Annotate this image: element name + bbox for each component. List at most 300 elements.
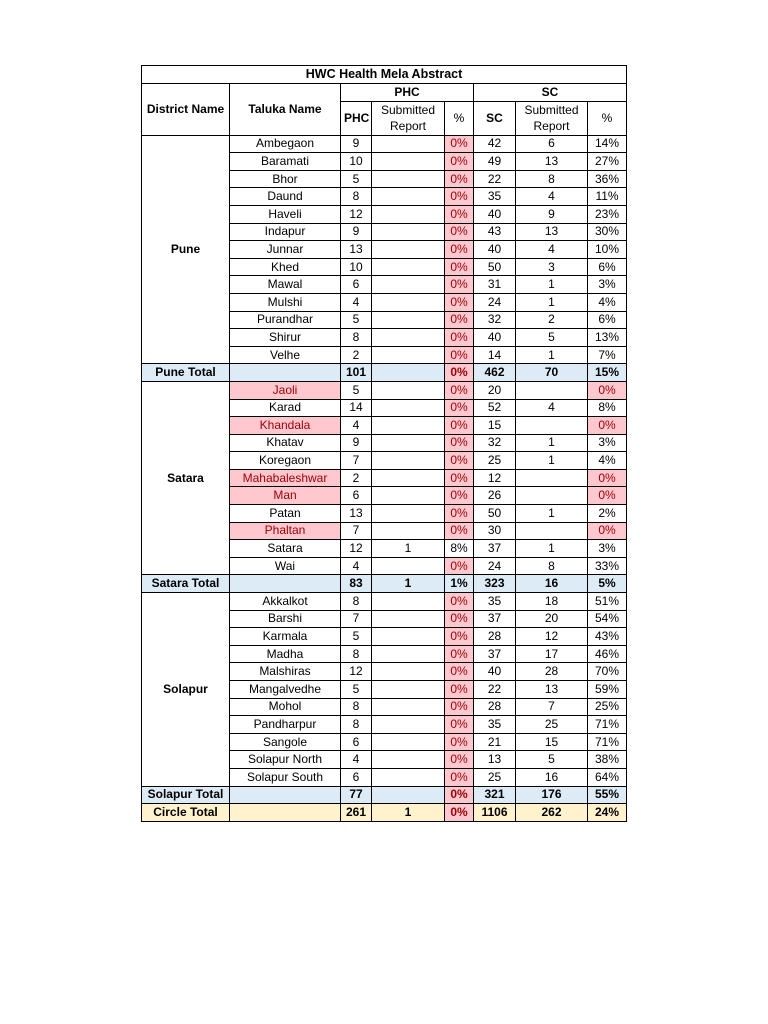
phc-submitted-cell (372, 311, 445, 329)
phc-pct-cell: 0% (445, 751, 474, 769)
phc-count-cell: 4 (341, 293, 372, 311)
taluka-name-cell: Madha (230, 645, 341, 663)
sc-pct-cell: 71% (588, 716, 627, 734)
header-sc-pct: % (588, 101, 627, 135)
header-sc: SC (474, 101, 516, 135)
sc-submitted-cell: 8 (516, 170, 588, 188)
phc-pct-cell: 0% (445, 505, 474, 523)
sc-count-cell: 32 (474, 311, 516, 329)
taluka-name-cell: Solapur North (230, 751, 341, 769)
taluka-name-cell: Wai (230, 557, 341, 575)
sc-submitted-cell: 7 (516, 698, 588, 716)
sc-submitted-cell: 4 (516, 188, 588, 206)
sc-pct-cell: 0% (588, 469, 627, 487)
sc-submitted-cell (516, 381, 588, 399)
phc-count-cell: 4 (341, 557, 372, 575)
phc-pct-cell: 0% (445, 628, 474, 646)
phc-submitted-cell (372, 276, 445, 294)
phc-pct-cell: 0% (445, 487, 474, 505)
phc-submitted-cell (372, 153, 445, 171)
sc-count-cell: 40 (474, 241, 516, 259)
sc-count-cell: 14 (474, 346, 516, 364)
phc-count-cell: 5 (341, 681, 372, 699)
header-sc-group: SC (474, 84, 627, 102)
taluka-name-cell: Mohol (230, 698, 341, 716)
phc-count-cell: 7 (341, 610, 372, 628)
sc-count-cell: 25 (474, 768, 516, 786)
phc-count-cell: 8 (341, 329, 372, 347)
grand-phc-cell: 261 (341, 804, 372, 822)
phc-count-cell: 5 (341, 628, 372, 646)
phc-pct-cell: 0% (445, 399, 474, 417)
total-sc-pct-cell: 5% (588, 575, 627, 593)
sc-pct-cell: 10% (588, 241, 627, 259)
grand-sc-pct-cell: 24% (588, 804, 627, 822)
phc-submitted-cell (372, 663, 445, 681)
taluka-name-cell: Man (230, 487, 341, 505)
sc-submitted-cell: 5 (516, 329, 588, 347)
sc-count-cell: 22 (474, 681, 516, 699)
sc-pct-cell: 0% (588, 522, 627, 540)
phc-submitted-cell (372, 716, 445, 734)
taluka-name-cell: Haveli (230, 205, 341, 223)
phc-submitted-cell (372, 293, 445, 311)
sc-submitted-cell: 16 (516, 768, 588, 786)
sc-pct-cell: 4% (588, 293, 627, 311)
header-taluka: Taluka Name (230, 84, 341, 136)
phc-pct-cell: 0% (445, 469, 474, 487)
sc-pct-cell: 38% (588, 751, 627, 769)
taluka-name-cell: Khandala (230, 417, 341, 435)
phc-submitted-cell (372, 135, 445, 153)
sc-count-cell: 24 (474, 293, 516, 311)
sc-count-cell: 37 (474, 610, 516, 628)
taluka-name-cell: Indapur (230, 223, 341, 241)
sc-submitted-cell: 1 (516, 452, 588, 470)
phc-count-cell: 8 (341, 716, 372, 734)
phc-count-cell: 13 (341, 241, 372, 259)
phc-count-cell: 6 (341, 487, 372, 505)
sc-pct-cell: 43% (588, 628, 627, 646)
phc-submitted-cell (372, 417, 445, 435)
header-phc-pct: % (445, 101, 474, 135)
phc-count-cell: 4 (341, 417, 372, 435)
phc-submitted-cell: 1 (372, 540, 445, 558)
sc-count-cell: 32 (474, 434, 516, 452)
phc-count-cell: 8 (341, 188, 372, 206)
phc-pct-cell: 0% (445, 593, 474, 611)
sc-submitted-cell (516, 469, 588, 487)
phc-count-cell: 14 (341, 399, 372, 417)
sc-count-cell: 37 (474, 540, 516, 558)
taluka-name-cell: Satara (230, 540, 341, 558)
sc-count-cell: 28 (474, 628, 516, 646)
sc-count-cell: 40 (474, 329, 516, 347)
sc-pct-cell: 4% (588, 452, 627, 470)
sc-submitted-cell: 5 (516, 751, 588, 769)
phc-pct-cell: 0% (445, 417, 474, 435)
phc-pct-cell: 0% (445, 346, 474, 364)
total-phc-cell: 83 (341, 575, 372, 593)
phc-pct-cell: 0% (445, 258, 474, 276)
phc-submitted-cell (372, 434, 445, 452)
sc-count-cell: 50 (474, 258, 516, 276)
sc-pct-cell: 2% (588, 505, 627, 523)
taluka-name-cell: Velhe (230, 346, 341, 364)
phc-submitted-cell (372, 258, 445, 276)
taluka-name-cell: Mawal (230, 276, 341, 294)
sc-count-cell: 40 (474, 663, 516, 681)
phc-pct-cell: 0% (445, 557, 474, 575)
sc-pct-cell: 14% (588, 135, 627, 153)
sc-count-cell: 28 (474, 698, 516, 716)
phc-pct-cell: 0% (445, 522, 474, 540)
sc-pct-cell: 46% (588, 645, 627, 663)
sc-pct-cell: 8% (588, 399, 627, 417)
sc-count-cell: 26 (474, 487, 516, 505)
sc-count-cell: 20 (474, 381, 516, 399)
header-sc-submitted: Submitted Report (516, 101, 588, 135)
sc-pct-cell: 70% (588, 663, 627, 681)
phc-submitted-cell (372, 522, 445, 540)
phc-count-cell: 10 (341, 153, 372, 171)
phc-count-cell: 6 (341, 733, 372, 751)
sc-submitted-cell: 15 (516, 733, 588, 751)
phc-count-cell: 5 (341, 170, 372, 188)
taluka-name-cell: Ambegaon (230, 135, 341, 153)
phc-pct-cell: 0% (445, 434, 474, 452)
phc-count-cell: 7 (341, 452, 372, 470)
phc-submitted-cell (372, 381, 445, 399)
phc-submitted-cell (372, 681, 445, 699)
phc-pct-cell: 0% (445, 716, 474, 734)
sc-submitted-cell: 13 (516, 681, 588, 699)
taluka-name-cell: Baramati (230, 153, 341, 171)
total-sc-submitted-cell: 70 (516, 364, 588, 382)
header-phc-group: PHC (341, 84, 474, 102)
sc-submitted-cell: 18 (516, 593, 588, 611)
phc-count-cell: 13 (341, 505, 372, 523)
sc-pct-cell: 3% (588, 434, 627, 452)
phc-pct-cell: 0% (445, 153, 474, 171)
phc-submitted-cell (372, 205, 445, 223)
sc-submitted-cell: 1 (516, 346, 588, 364)
taluka-name-cell: Bhor (230, 170, 341, 188)
phc-pct-cell: 0% (445, 188, 474, 206)
sc-count-cell: 25 (474, 452, 516, 470)
sc-pct-cell: 11% (588, 188, 627, 206)
phc-submitted-cell (372, 399, 445, 417)
sc-submitted-cell: 17 (516, 645, 588, 663)
sc-pct-cell: 25% (588, 698, 627, 716)
phc-count-cell: 12 (341, 540, 372, 558)
taluka-name-cell: Pandharpur (230, 716, 341, 734)
sc-count-cell: 40 (474, 205, 516, 223)
phc-submitted-cell (372, 170, 445, 188)
taluka-name-cell: Malshiras (230, 663, 341, 681)
sc-pct-cell: 33% (588, 557, 627, 575)
taluka-name-cell: Mahabaleshwar (230, 469, 341, 487)
total-sc-submitted-cell: 176 (516, 786, 588, 804)
table-row (142, 593, 627, 611)
phc-pct-cell: 8% (445, 540, 474, 558)
sc-count-cell: 22 (474, 170, 516, 188)
district-total-row (142, 575, 627, 593)
phc-count-cell: 2 (341, 469, 372, 487)
district-total-label: Solapur Total (142, 786, 230, 804)
sc-count-cell: 35 (474, 188, 516, 206)
sc-submitted-cell: 25 (516, 716, 588, 734)
sc-submitted-cell: 13 (516, 153, 588, 171)
sc-submitted-cell: 1 (516, 540, 588, 558)
sc-pct-cell: 59% (588, 681, 627, 699)
sc-count-cell: 24 (474, 557, 516, 575)
header-phc: PHC (341, 101, 372, 135)
grand-sc-submitted-cell: 262 (516, 804, 588, 822)
grand-sc-cell: 1106 (474, 804, 516, 822)
taluka-name-cell: Purandhar (230, 311, 341, 329)
sc-pct-cell: 0% (588, 417, 627, 435)
taluka-name-cell: Solapur South (230, 768, 341, 786)
table-title: HWC Health Mela Abstract (142, 66, 627, 84)
sc-pct-cell: 64% (588, 768, 627, 786)
sc-submitted-cell: 4 (516, 241, 588, 259)
sc-count-cell: 37 (474, 645, 516, 663)
taluka-name-cell: Koregaon (230, 452, 341, 470)
phc-count-cell: 6 (341, 276, 372, 294)
sc-submitted-cell: 4 (516, 399, 588, 417)
phc-submitted-cell (372, 469, 445, 487)
phc-submitted-cell (372, 733, 445, 751)
taluka-name-cell: Karmala (230, 628, 341, 646)
sc-submitted-cell: 3 (516, 258, 588, 276)
total-sc-cell: 462 (474, 364, 516, 382)
sc-count-cell: 43 (474, 223, 516, 241)
sc-pct-cell: 13% (588, 329, 627, 347)
phc-submitted-cell (372, 698, 445, 716)
phc-submitted-cell (372, 593, 445, 611)
phc-submitted-cell (372, 223, 445, 241)
district-total-row (142, 786, 627, 804)
phc-pct-cell: 0% (445, 135, 474, 153)
circle-total-blank (230, 804, 341, 822)
header-district: District Name (142, 84, 230, 136)
phc-submitted-cell (372, 241, 445, 259)
sc-pct-cell: 23% (588, 205, 627, 223)
sc-pct-cell: 27% (588, 153, 627, 171)
total-phc-pct-cell: 0% (445, 786, 474, 804)
phc-pct-cell: 0% (445, 311, 474, 329)
phc-count-cell: 9 (341, 434, 372, 452)
sc-count-cell: 50 (474, 505, 516, 523)
sc-submitted-cell: 1 (516, 293, 588, 311)
phc-pct-cell: 0% (445, 170, 474, 188)
sc-submitted-cell (516, 522, 588, 540)
sc-submitted-cell: 6 (516, 135, 588, 153)
phc-pct-cell: 0% (445, 768, 474, 786)
abstract-table (141, 65, 627, 822)
phc-count-cell: 4 (341, 751, 372, 769)
sc-pct-cell: 51% (588, 593, 627, 611)
sc-submitted-cell: 2 (516, 311, 588, 329)
total-phc-submitted-cell (372, 364, 445, 382)
phc-submitted-cell (372, 610, 445, 628)
sc-submitted-cell: 28 (516, 663, 588, 681)
taluka-name-cell: Mangalvedhe (230, 681, 341, 699)
sc-submitted-cell: 1 (516, 505, 588, 523)
total-phc-cell: 101 (341, 364, 372, 382)
taluka-name-cell: Khatav (230, 434, 341, 452)
total-phc-submitted-cell (372, 786, 445, 804)
sc-count-cell: 21 (474, 733, 516, 751)
sc-pct-cell: 6% (588, 311, 627, 329)
sc-pct-cell: 36% (588, 170, 627, 188)
taluka-name-cell: Junnar (230, 241, 341, 259)
circle-total-label: Circle Total (142, 804, 230, 822)
phc-submitted-cell (372, 557, 445, 575)
total-sc-submitted-cell: 16 (516, 575, 588, 593)
phc-submitted-cell (372, 751, 445, 769)
phc-submitted-cell (372, 628, 445, 646)
sc-submitted-cell: 8 (516, 557, 588, 575)
phc-submitted-cell (372, 645, 445, 663)
phc-count-cell: 9 (341, 135, 372, 153)
taluka-name-cell: Khed (230, 258, 341, 276)
sc-pct-cell: 7% (588, 346, 627, 364)
taluka-name-cell: Sangole (230, 733, 341, 751)
table-row (142, 381, 627, 399)
phc-count-cell: 12 (341, 663, 372, 681)
total-phc-submitted-cell: 1 (372, 575, 445, 593)
table-body (142, 135, 627, 821)
phc-count-cell: 5 (341, 311, 372, 329)
total-phc-pct-cell: 0% (445, 364, 474, 382)
phc-pct-cell: 0% (445, 698, 474, 716)
phc-pct-cell: 0% (445, 205, 474, 223)
sc-count-cell: 35 (474, 593, 516, 611)
phc-count-cell: 2 (341, 346, 372, 364)
district-name-cell: Solapur (142, 593, 230, 787)
district-name-cell: Pune (142, 135, 230, 364)
sc-pct-cell: 3% (588, 276, 627, 294)
phc-submitted-cell (372, 505, 445, 523)
sc-pct-cell: 3% (588, 540, 627, 558)
phc-count-cell: 8 (341, 645, 372, 663)
phc-count-cell: 8 (341, 698, 372, 716)
taluka-name-cell: Jaoli (230, 381, 341, 399)
phc-submitted-cell (372, 452, 445, 470)
table-row (142, 135, 627, 153)
sc-pct-cell: 30% (588, 223, 627, 241)
sc-pct-cell: 71% (588, 733, 627, 751)
phc-pct-cell: 0% (445, 663, 474, 681)
taluka-name-cell: Daund (230, 188, 341, 206)
phc-pct-cell: 0% (445, 452, 474, 470)
phc-count-cell: 10 (341, 258, 372, 276)
grand-phc-pct-cell: 0% (445, 804, 474, 822)
sc-submitted-cell: 20 (516, 610, 588, 628)
district-name-cell: Satara (142, 381, 230, 575)
sc-count-cell: 12 (474, 469, 516, 487)
phc-pct-cell: 0% (445, 241, 474, 259)
sc-count-cell: 49 (474, 153, 516, 171)
phc-pct-cell: 0% (445, 276, 474, 294)
sc-pct-cell: 54% (588, 610, 627, 628)
phc-submitted-cell (372, 329, 445, 347)
district-total-blank (230, 575, 341, 593)
sc-count-cell: 52 (474, 399, 516, 417)
phc-pct-cell: 0% (445, 381, 474, 399)
district-total-label: Pune Total (142, 364, 230, 382)
sc-pct-cell: 0% (588, 487, 627, 505)
phc-pct-cell: 0% (445, 223, 474, 241)
header-phc-submitted: Submitted Report (372, 101, 445, 135)
phc-pct-cell: 0% (445, 329, 474, 347)
district-total-row (142, 364, 627, 382)
phc-count-cell: 5 (341, 381, 372, 399)
sc-submitted-cell: 1 (516, 276, 588, 294)
sc-submitted-cell (516, 417, 588, 435)
phc-count-cell: 7 (341, 522, 372, 540)
total-sc-cell: 323 (474, 575, 516, 593)
sc-count-cell: 42 (474, 135, 516, 153)
taluka-name-cell: Patan (230, 505, 341, 523)
district-total-label: Satara Total (142, 575, 230, 593)
taluka-name-cell: Karad (230, 399, 341, 417)
phc-submitted-cell (372, 188, 445, 206)
total-phc-cell: 77 (341, 786, 372, 804)
phc-count-cell: 8 (341, 593, 372, 611)
circle-total-row (142, 804, 627, 822)
taluka-name-cell: Mulshi (230, 293, 341, 311)
total-sc-cell: 321 (474, 786, 516, 804)
taluka-name-cell: Barshi (230, 610, 341, 628)
sc-submitted-cell (516, 487, 588, 505)
sc-submitted-cell: 13 (516, 223, 588, 241)
district-total-blank (230, 364, 341, 382)
total-sc-pct-cell: 55% (588, 786, 627, 804)
taluka-name-cell: Shirur (230, 329, 341, 347)
sc-submitted-cell: 9 (516, 205, 588, 223)
phc-pct-cell: 0% (445, 681, 474, 699)
phc-count-cell: 6 (341, 768, 372, 786)
taluka-name-cell: Phaltan (230, 522, 341, 540)
phc-submitted-cell (372, 346, 445, 364)
sc-count-cell: 15 (474, 417, 516, 435)
phc-pct-cell: 0% (445, 610, 474, 628)
total-sc-pct-cell: 15% (588, 364, 627, 382)
phc-count-cell: 9 (341, 223, 372, 241)
phc-count-cell: 12 (341, 205, 372, 223)
sc-count-cell: 35 (474, 716, 516, 734)
grand-phc-submitted-cell: 1 (372, 804, 445, 822)
sc-submitted-cell: 1 (516, 434, 588, 452)
sc-count-cell: 30 (474, 522, 516, 540)
phc-pct-cell: 0% (445, 645, 474, 663)
sc-pct-cell: 6% (588, 258, 627, 276)
phc-pct-cell: 0% (445, 733, 474, 751)
phc-submitted-cell (372, 768, 445, 786)
phc-pct-cell: 0% (445, 293, 474, 311)
sc-pct-cell: 0% (588, 381, 627, 399)
sc-submitted-cell: 12 (516, 628, 588, 646)
taluka-name-cell: Akkalkot (230, 593, 341, 611)
district-total-blank (230, 786, 341, 804)
total-phc-pct-cell: 1% (445, 575, 474, 593)
sc-count-cell: 13 (474, 751, 516, 769)
phc-submitted-cell (372, 487, 445, 505)
sc-count-cell: 31 (474, 276, 516, 294)
